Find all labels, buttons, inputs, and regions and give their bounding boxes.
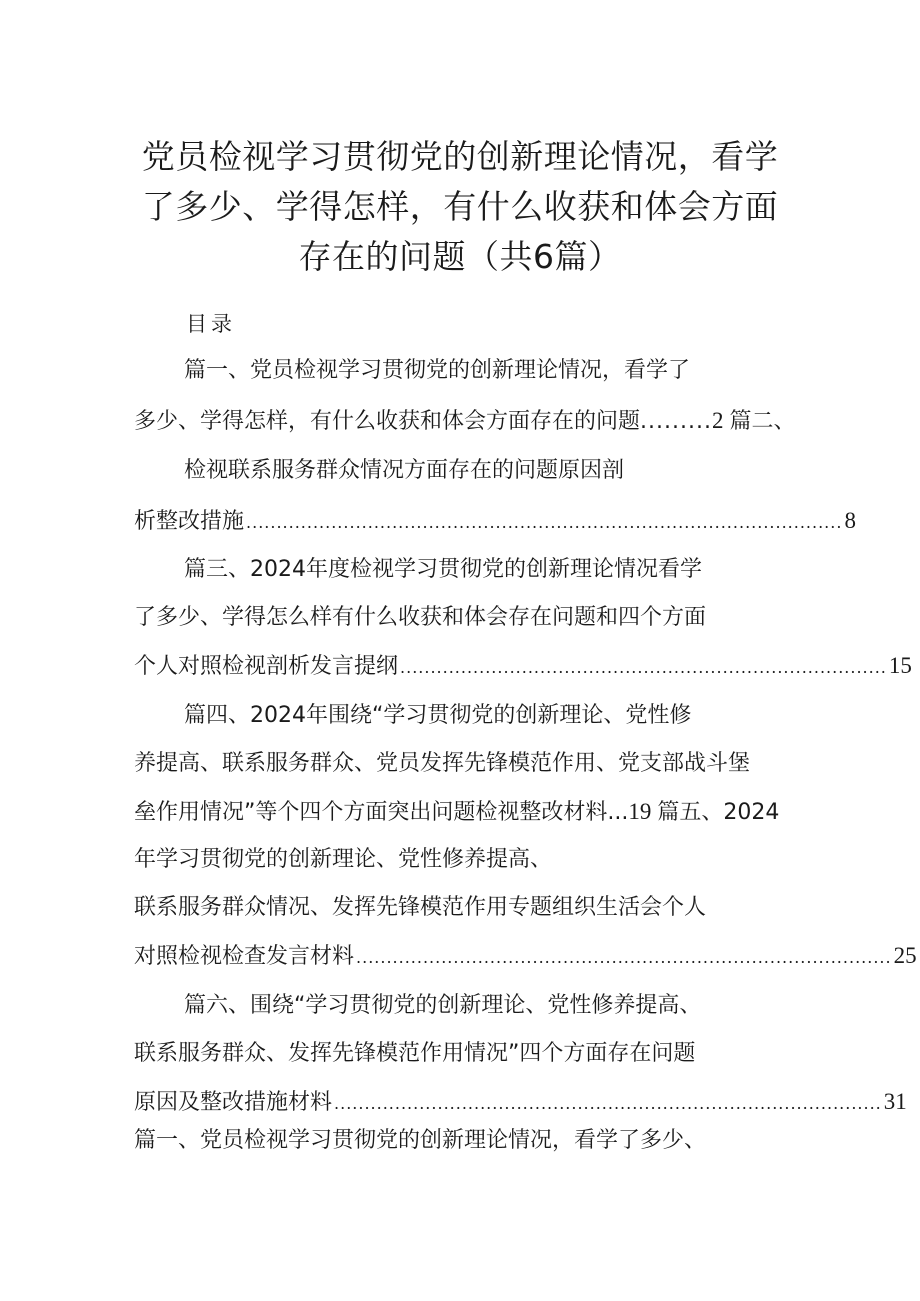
body-section-heading: 篇一、党员检视学习贯彻党的创新理论情况，看学了多少、 bbox=[134, 1128, 707, 1153]
toc-entry-5-line-3 bbox=[134, 941, 917, 971]
toc-entry-5-line-1: 年学习贯彻党的创新理论、党性修养提高、 bbox=[134, 847, 553, 872]
title-line-3: 存在的问题（共6篇） bbox=[298, 237, 622, 276]
title-line-1: 党员检视学习贯彻党的创新理论情况，看学 bbox=[141, 137, 779, 176]
toc-entry-2-line-2 bbox=[134, 506, 856, 536]
toc-entry-3-line-1: 篇三、2024年度检视学习贯彻党的创新理论情况看学 bbox=[184, 557, 702, 582]
toc-entry-3-line-3 bbox=[134, 651, 912, 681]
toc-entry-5-page: 25 bbox=[893, 943, 917, 968]
toc-heading: 目录 bbox=[186, 312, 236, 336]
toc-entry-5-line-2: 联系服务群众情况、发挥先锋模范作用专题组织生活会个人 bbox=[134, 895, 707, 920]
toc-entry-6-line-3 bbox=[134, 1087, 907, 1117]
toc-entry-2-text: 析整改措施 bbox=[134, 509, 245, 534]
toc-entry-3-page: 15 bbox=[888, 653, 912, 678]
document-title bbox=[120, 132, 800, 282]
toc-entry-2-line-1: 检视联系服务群众情况方面存在的问题原因剖 bbox=[184, 458, 625, 483]
toc-entry-3-line-2: 了多少、学得怎么样有什么收获和体会存在问题和四个方面 bbox=[134, 605, 707, 630]
toc-entry-1-leader: ......... bbox=[640, 409, 712, 434]
toc-entry-1-line-1: 篇一、党员检视学习贯彻党的创新理论情况，看学了 bbox=[184, 358, 691, 383]
toc-entry-1-page: 2 bbox=[711, 408, 724, 433]
toc-entry-4-line-2: 养提高、联系服务群众、党员发挥先锋模范作用、党支部战斗堡 bbox=[134, 751, 751, 776]
toc-entry-3-text: 个人对照检视剖析发言提纲 bbox=[134, 654, 399, 679]
toc-entry-6-line-2: 联系服务群众、发挥先锋模范作用情况”四个方面存在问题 bbox=[134, 1041, 696, 1066]
toc-entry-4-text: 垒作用情况”等个四个方面突出问题检视整改材料 bbox=[134, 800, 608, 825]
toc-entry-6-page: 31 bbox=[883, 1089, 907, 1114]
toc-entry-2-prefix: 篇二、 bbox=[729, 409, 796, 434]
toc-entry-4-page: 19 bbox=[628, 799, 652, 824]
toc-entry-6-line-1: 篇六、围绕“学习贯彻党的创新理论、党性修养提高、 bbox=[184, 993, 702, 1018]
toc-entry-4-leader: ... bbox=[607, 800, 629, 825]
toc-entry-2-page: 8 bbox=[844, 508, 856, 533]
title-line-2: 了多少、学得怎样，有什么收获和体会方面 bbox=[141, 187, 779, 226]
toc-entry-4-line-1: 篇四、2024年围绕“学习贯彻党的创新理论、党性修 bbox=[184, 703, 692, 728]
toc-entry-5-text: 对照检视检查发言材料 bbox=[134, 944, 355, 969]
toc-entry-1-text: 多少、学得怎样，有什么收获和体会方面存在的问题 bbox=[134, 409, 641, 434]
toc-entry-4-line-3 bbox=[134, 797, 779, 827]
toc-entry-1-line-2 bbox=[134, 406, 795, 436]
toc-entry-5-leader: ........................................................................................ bbox=[356, 948, 892, 967]
toc-entry-6-leader: .......................................................................................... bbox=[334, 1094, 882, 1113]
toc-entry-2-leader: .................................................................................................. bbox=[246, 513, 843, 532]
toc-entry-5-prefix: 篇五、2024 bbox=[657, 800, 780, 825]
toc-entry-6-text: 原因及整改措施材料 bbox=[134, 1090, 333, 1115]
toc-entry-3-leader: ................................................................................ bbox=[400, 658, 887, 677]
